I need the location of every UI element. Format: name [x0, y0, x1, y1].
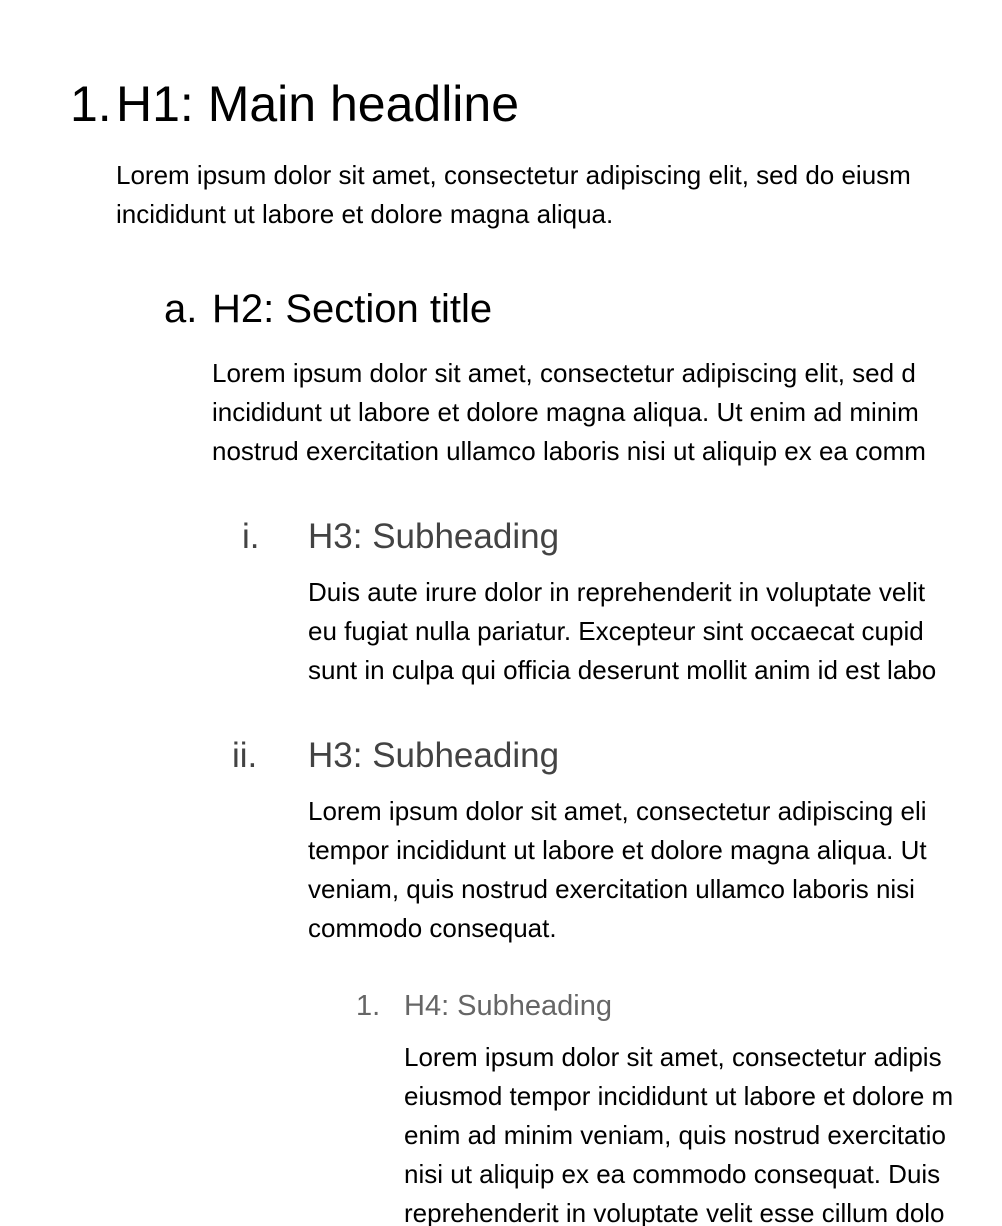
h2-body-line: incididunt ut labore et dolore magna aliqua. Ut enim ad minim — [212, 397, 919, 427]
h3-second-body-paragraph[interactable] — [308, 792, 927, 948]
h3-first-body-line: eu fugiat nulla pariatur. Excepteur sint occaecat cupid — [308, 616, 924, 646]
h4-body-line: eiusmod tempor incididunt ut labore et dolore m — [404, 1081, 954, 1111]
h3-first-subheading[interactable]: H3: Subheading — [308, 517, 560, 556]
h4-body-line: Lorem ipsum dolor sit amet, consectetur adipis — [404, 1042, 942, 1072]
h4-body-line: reprehenderit in voluptate velit esse cillum dolo — [404, 1198, 945, 1226]
h3-second-body-line: commodo consequat. — [308, 913, 557, 943]
h3-second-subheading[interactable]: H3: Subheading — [308, 736, 560, 775]
h2-list-marker: a. — [164, 287, 198, 331]
h4-list-marker: 1. — [356, 990, 381, 1022]
h4-body-paragraph[interactable] — [404, 1038, 953, 1226]
h1-body-line: Lorem ipsum dolor sit amet, consectetur adipiscing elit, sed do eiusm — [116, 160, 911, 190]
h3-first-body-line: Duis aute irure dolor in reprehenderit in voluptate velit — [308, 577, 926, 607]
h2-section-title[interactable]: H2: Section title — [212, 287, 493, 331]
h3-second-body-line: Lorem ipsum dolor sit amet, consectetur adipiscing eli — [308, 796, 927, 826]
h3-second-list-marker: ii. — [232, 736, 258, 775]
h3-first-body-paragraph[interactable] — [308, 573, 936, 690]
h1-body-line: incididunt ut labore et dolore magna aliqua. — [116, 199, 614, 229]
h3-second-body-line: tempor incididunt ut labore et dolore magna aliqua. Ut — [308, 835, 927, 865]
h2-body-line: Lorem ipsum dolor sit amet, consectetur adipiscing elit, sed d — [212, 358, 916, 388]
h4-subheading[interactable]: H4: Subheading — [404, 990, 612, 1022]
h1-list-marker: 1. — [70, 76, 112, 132]
h2-body-paragraph[interactable] — [212, 354, 926, 471]
h3-first-body-line: sunt in culpa qui officia deserunt mollit anim id est labo — [308, 655, 937, 685]
h2-body-line: nostrud exercitation ullamco laboris nisi ut aliquip ex ea comm — [212, 436, 926, 466]
h4-body-line: nisi ut aliquip ex ea commodo consequat. Duis — [404, 1159, 941, 1189]
h3-first-list-marker: i. — [242, 517, 260, 556]
h1-main-headline[interactable]: H1: Main headline — [116, 76, 520, 132]
h4-body-line: enim ad minim veniam, quis nostrud exercitatio — [404, 1120, 946, 1150]
h1-body-paragraph[interactable] — [116, 156, 911, 234]
h3-second-body-line: veniam, quis nostrud exercitation ullamco laboris nisi — [308, 874, 915, 904]
